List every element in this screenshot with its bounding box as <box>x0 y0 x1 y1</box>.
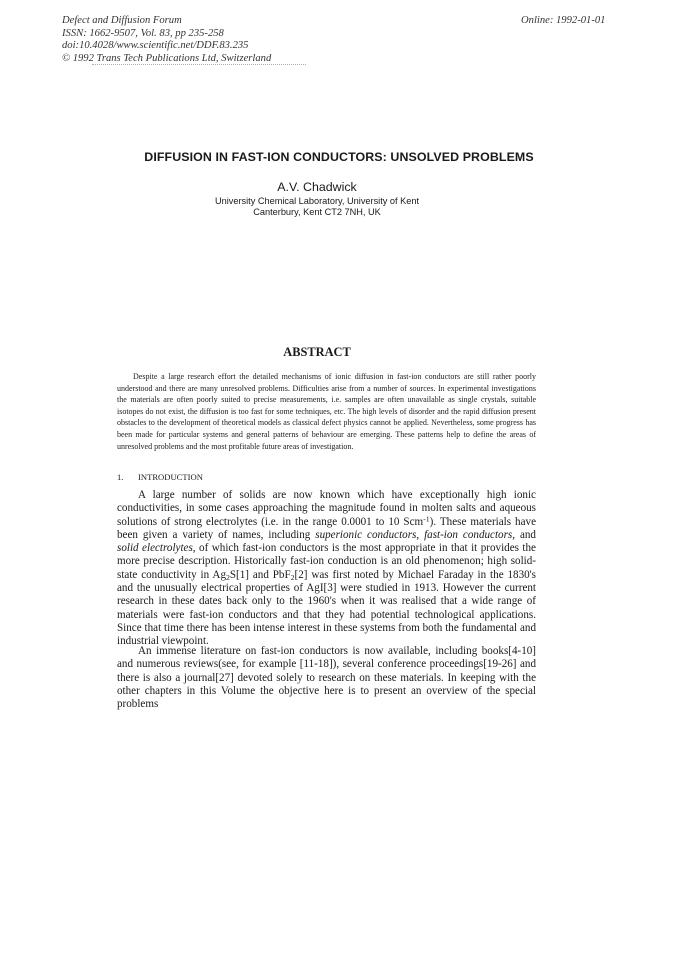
text-run: [2] was first noted by Michael Faraday in the 1830's and the unusually electrical properties of AgI[3] were studied in 1913. However the current research in these dates back only to the 1960's when it was realised that a wide range of materials were fast-ion conductors and that they had potential technological applications. Since that time there has been intense interest in these systems from both the fundamental and industrial viewpoint. <box>117 568 536 648</box>
section-heading <box>117 472 203 482</box>
author-name: A.V. Chadwick <box>277 180 357 194</box>
section-title: INTRODUCTION <box>138 472 203 482</box>
doi-line[interactable]: doi:10.4028/www.scientific.net/DDF.83.235 <box>62 40 249 52</box>
affiliation-line-1: University Chemical Laboratory, University of Kent <box>214 196 420 206</box>
intro-paragraph-1 <box>117 489 536 649</box>
subscript: 2 <box>226 572 230 582</box>
text-run: , <box>416 528 425 541</box>
affiliation-line-2: Canterbury, Kent CT2 7NH, UK <box>253 207 381 217</box>
text-run: ). These materials have been given a variety of names, including <box>117 515 536 541</box>
scan-artifact-line <box>92 64 306 68</box>
term-italic: superionic conductors <box>315 528 417 541</box>
term-italic: fast-ion conductors <box>424 528 513 541</box>
affiliation <box>0 196 634 218</box>
copyright-line: © 1992 Trans Tech Publications Ltd, Switzerland <box>62 52 272 64</box>
abstract-heading: ABSTRACT <box>283 345 351 359</box>
superscript: -1 <box>423 514 430 524</box>
text-run: , of which fast-ion conductors is the most appropriate in that it provides the more precise description. Historically fast-ion conduction is an old phenomenon; high solid-state conductivity in Ag <box>117 542 536 581</box>
journal-name: Defect and Diffusion Forum <box>62 15 182 26</box>
text-run: , and <box>512 528 536 541</box>
citation-block <box>62 15 271 65</box>
abstract-text: Despite a large research effort the detailed mechanisms of ionic diffusion in fast-ion conductors are still rather poorly understood and there are many unresolved problems. Difficulties arise from a number of sources. In experimental investigations the materials are often poorly suited to precise measurements, i.e. samples are often unavailable as single crystals, suitable isotopes do not exist, the diffusion is too fast for some techniques, etc. The high levels of disorder and the rapid diffusion present obstacles to the development of theoretical models as classical defect physics cannot be applied. Nevertheless, some progress has been made for particular systems and general patterns of behaviour are emerging. These patterns help to define the areas of unresolved problems and the most profitable future areas of investigation. <box>117 372 536 451</box>
text-run: A large number of solids are now known which have exceptionally high ionic conductivities, in some cases approaching the magnitude found in molten salts and aqueous solutions of strong electrolytes (i.e. in the range 0.0001 to 10 Scm <box>117 489 536 528</box>
online-date: Online: 1992-01-01 <box>521 15 606 26</box>
term-italic: solid electrolytes <box>117 542 193 555</box>
text-run: S[1] and PbF <box>229 568 291 581</box>
paper-title: DIFFUSION IN FAST-ION CONDUCTORS: UNSOLVED PROBLEMS <box>144 150 534 164</box>
issn-line: ISSN: 1662-9507, Vol. 83, pp 235-258 <box>62 27 224 39</box>
subscript: 2 <box>290 572 295 582</box>
intro-paragraph-2: An immense literature on fast-ion conductors is now available, including books[4-10] and numerous reviews(see, for example [11-18]), several conference proceedings[19-26] and there is also a journal[27] devoted solely to research on these materials. In keeping with the other chapters in this Volume the objective here is to present an overview of the special problems <box>117 645 536 711</box>
section-number: 1. <box>117 472 124 482</box>
